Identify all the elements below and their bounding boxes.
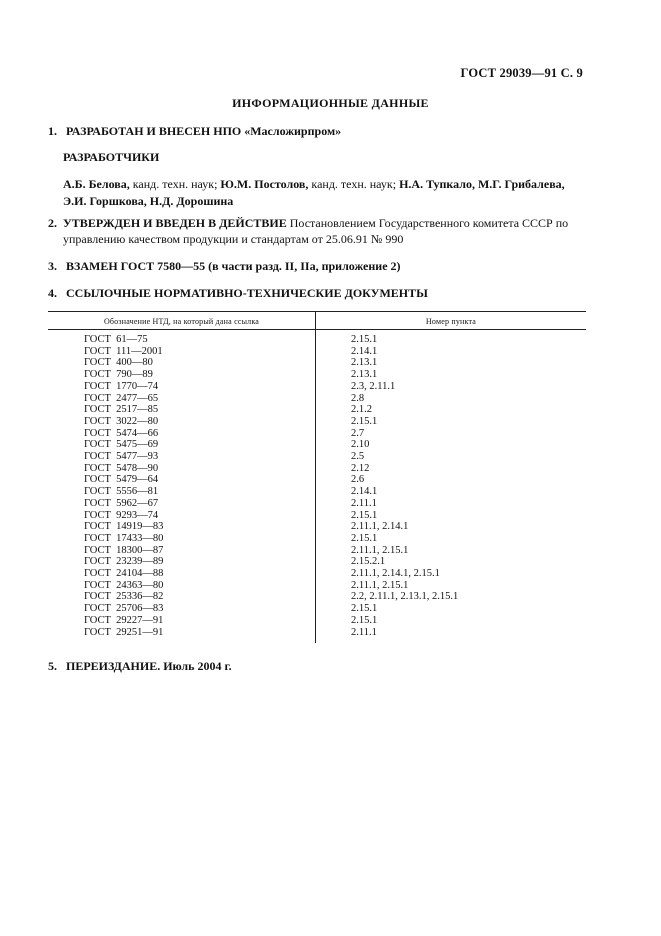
table-row (48, 533, 586, 545)
developers-line-1 (63, 176, 593, 193)
table-row (48, 404, 586, 416)
table-row (48, 346, 586, 358)
table-row (48, 521, 586, 533)
table-row (48, 369, 586, 381)
clause-number: 2.1.2 (351, 404, 372, 416)
standard-designation: ГОСТ 24363—80 (48, 580, 316, 592)
table-row (48, 498, 586, 510)
page-title: ИНФОРМАЦИОННЫЕ ДАННЫЕ (232, 96, 429, 110)
developer-name: Ю.М. Постолов, (220, 177, 309, 191)
clause-number: 2.11.1, 2.14.1 (351, 521, 409, 533)
table-row (48, 627, 586, 644)
standard-designation: ГОСТ 24104—88 (48, 568, 316, 580)
standard-designation: ГОСТ 14919—83 (48, 521, 316, 533)
table-row (48, 545, 586, 557)
standard-designation: ГОСТ 5478—90 (48, 463, 316, 475)
developer-role: канд. техн. наук; (308, 177, 400, 191)
standard-designation: ГОСТ 5475—69 (48, 439, 316, 451)
table-row (48, 474, 586, 486)
standard-designation: ГОСТ 5556—81 (48, 486, 316, 498)
table-header-row (48, 312, 586, 330)
clause-number: 2.15.2.1 (351, 556, 386, 568)
clause-number: 2.7 (351, 427, 365, 439)
clause-number: 2.2, 2.11.1, 2.13.1, 2.15.1 (351, 591, 459, 603)
standard-designation: ГОСТ 18300—87 (48, 545, 316, 557)
standard-designation: ГОСТ 29251—91 (48, 627, 316, 644)
table-row (48, 439, 586, 451)
section-4-number: 4. (48, 286, 57, 300)
developer-name: А.Б. Белова, (63, 177, 130, 191)
section-4 (48, 285, 588, 301)
clause-number: 2.15.1 (351, 614, 378, 626)
developer-role: канд. техн. наук; (129, 177, 221, 191)
reference-table (48, 311, 586, 643)
clause-number: 2.8 (351, 392, 365, 404)
standard-designation: ГОСТ 25706—83 (48, 603, 316, 615)
table-row (48, 416, 586, 428)
table-header-designation: Обозначение НТД, на который дана ссылка (48, 312, 316, 330)
section-4-text: ССЫЛОЧНЫЕ НОРМАТИВНО-ТЕХНИЧЕСКИЕ ДОКУМЕНТЫ (66, 286, 428, 300)
developers-title: РАЗРАБОТЧИКИ (63, 150, 160, 164)
clause-number: 2.14.1 (351, 345, 378, 357)
section-1-text: РАЗРАБОТАН И ВНЕСЕН НПО «Масложирпром» (66, 124, 342, 138)
table-row (48, 381, 586, 393)
table-header-clause: Номер пункта (316, 312, 587, 330)
clause-number: 2.11.1 (351, 497, 377, 509)
table-row (48, 428, 586, 440)
developers-line-2: Э.И. Горшкова, Н.Д. Дорошина (63, 194, 234, 208)
standard-designation: ГОСТ 111—2001 (48, 346, 316, 358)
section-2-bold: УТВЕРЖДЕН И ВВЕДЕН В ДЕЙСТВИЕ (63, 216, 287, 230)
standard-designation: ГОСТ 790—89 (48, 369, 316, 381)
table-row (48, 357, 586, 369)
standard-designation: ГОСТ 5474—66 (48, 428, 316, 440)
clause-number: 2.12 (351, 462, 370, 474)
standard-designation: ГОСТ 400—80 (48, 357, 316, 369)
table-row (48, 556, 586, 568)
standard-designation: ГОСТ 9293—74 (48, 510, 316, 522)
table-row (48, 510, 586, 522)
table-row (48, 486, 586, 498)
section-5 (48, 658, 588, 674)
section-3-text: ВЗАМЕН ГОСТ 7580—55 (в части разд. II, IIа, приложение 2) (66, 259, 401, 273)
table-row (48, 580, 586, 592)
standard-designation: ГОСТ 5962—67 (48, 498, 316, 510)
table-row (48, 591, 586, 603)
standard-designation: ГОСТ 25336—82 (48, 591, 316, 603)
table-row (48, 615, 586, 627)
table-row (48, 451, 586, 463)
developers-list (63, 176, 593, 210)
table-row (48, 603, 586, 615)
clause-number: 2.3, 2.11.1 (351, 380, 396, 392)
clause-number: 2.15.1 (351, 415, 378, 427)
table-body (48, 330, 586, 644)
page-header: ГОСТ 29039—91 С. 9 (460, 66, 583, 80)
standard-designation: ГОСТ 17433—80 (48, 533, 316, 545)
clause-number: 2.11.1 (351, 626, 377, 638)
section-2-text-2: управлению качеством продукции и стандартам от 25.06.91 № 990 (63, 232, 404, 246)
section-2 (48, 215, 588, 247)
clause-number: 2.15.1 (351, 603, 378, 615)
clause-number: 2.15.1 (351, 532, 378, 544)
standard-designation: ГОСТ 29227—91 (48, 615, 316, 627)
section-3 (48, 258, 588, 274)
clause-number: 2.15.1 (351, 509, 378, 521)
clause-number: 2.11.1, 2.14.1, 2.15.1 (351, 568, 440, 580)
clause-number: 2.13.1 (351, 357, 378, 369)
table-row (48, 568, 586, 580)
table-row (48, 393, 586, 405)
clause-number: 2.11.1, 2.15.1 (351, 579, 409, 591)
table-row (48, 330, 586, 346)
standard-designation: ГОСТ 5477—93 (48, 451, 316, 463)
section-1-number: 1. (48, 124, 57, 138)
clause-number: 2.5 (351, 451, 365, 463)
section-2-text-1: Постановлением Государственного комитета СССР по (286, 216, 569, 230)
standard-designation: ГОСТ 5479—64 (48, 474, 316, 486)
clause-number: 2.11.1, 2.15.1 (351, 544, 409, 556)
section-2-number: 2. (48, 216, 57, 230)
clause-number: 2.10 (351, 439, 370, 451)
clause-number: 2.13.1 (351, 369, 378, 381)
section-5-number: 5. (48, 659, 57, 673)
table-row (48, 463, 586, 475)
section-5-text: ПЕРЕИЗДАНИЕ. Июль 2004 г. (66, 659, 232, 673)
standard-designation: ГОСТ 2517—85 (48, 404, 316, 416)
clause-number: 2.15.1 (351, 334, 378, 345)
clause-number: 2.6 (351, 474, 365, 486)
standard-designation: ГОСТ 2477—65 (48, 393, 316, 405)
standard-designation: ГОСТ 23239—89 (48, 556, 316, 568)
standard-designation: ГОСТ 1770—74 (48, 381, 316, 393)
developer-name: Н.А. Тупкало, М.Г. Грибалева, (399, 177, 565, 191)
clause-number: 2.14.1 (351, 486, 378, 498)
standard-designation: ГОСТ 3022—80 (48, 416, 316, 428)
standard-designation: ГОСТ 61—75 (48, 330, 316, 346)
section-3-number: 3. (48, 259, 57, 273)
section-1 (48, 123, 588, 139)
